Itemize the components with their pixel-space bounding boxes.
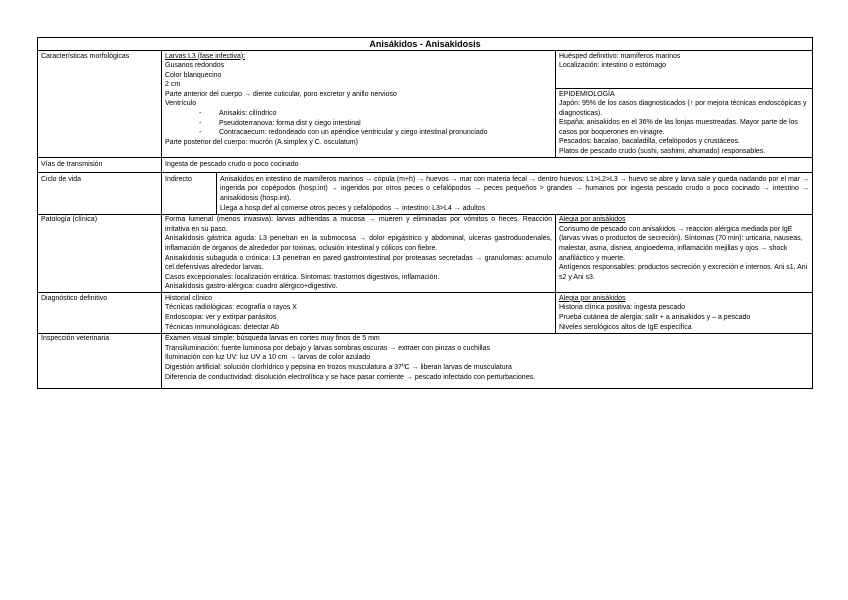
epi-para: España: anisakidos en el 36% de las lonjas muestreadas. Mayor parte de los casos por boquerones en vinagre. [559,119,798,136]
bullet-text: Anisakis: cilíndrico [219,110,277,118]
alergia-heading: Alegia por anisákidos [559,216,626,224]
diagnostico-left-cell [162,293,556,333]
larvas-heading: Larvas L3 (fase infectiva): [165,52,246,60]
row-inspeccion [38,333,813,388]
label-ciclo: Ciclo de vida [38,172,162,214]
epi-para: Pescados: bacalao, bacaladilla, cefalópodos y crustáceos. [559,138,740,146]
diag-alergia-line: Historia clínica positiva: ingesta pescado [559,304,686,312]
patologia-right-cell [556,214,813,293]
ciclo-type: Indirecto [162,172,217,214]
morf-line: Ventrículo [165,100,197,108]
patologia-para: Forma lumenal (menos invasiva): larvas adheridas a mucosa → mueren y eliminadas por vómitos o heces. Reacción irritativa en su paso. [165,216,552,233]
morf-line: Parte anterior del cuerpo → diente cuticular, poro excretor y anillo nervioso [165,90,397,98]
diag-line: Endoscopia: ver y extirpar parásitos [165,314,277,322]
alergia-diag-heading: Alegia por anisákidos [559,294,626,302]
diagnostico-right-cell [556,293,813,333]
diag-line: Historial clínico [165,294,213,302]
morfologia-larvas-cell [162,51,556,158]
insp-line: Digestión artificial: solución clorhídrico y pepsina en trozos musculatura a 37ºC → liberan larvas de musculatura [165,364,512,372]
transmision-text: Ingesta de pescado crudo o poco cocinado [162,158,813,173]
title-row [38,38,813,51]
label-diagnostico: Diagnóstico definitivo [38,293,162,333]
patologia-para: Anisakidosis gástrica aguda: L3 penetran en la submocosa → dolor epigástrico y abdominal, ulceras gastroduodenales, inflamación de órganos de alrededor por toxinas, oclusión intestinal y cólicos con fiebre. [165,235,552,252]
label-transmision: Vías de transmisión [38,158,162,173]
morf-line: Color blanquecino [165,71,222,79]
morf-line-last: Parte posterior del cuerpo: mucrón (A.simplex y C. osculatum) [165,138,358,146]
label-patologia: Patología (clínica) [38,214,162,293]
row-patologia [38,214,813,293]
patologia-para: Anisakidosis gastro-alérgica: cuadro alérgico+digestivo. [165,283,338,291]
label-morfologia: Características morfológicas [38,51,162,158]
label-inspeccion: Inspección veterinaria [38,333,162,388]
host-line: Huésped definitivo: mamíferos marinos [559,52,681,60]
anisakidos-table [37,37,813,389]
epidemiologia-cell [556,89,813,158]
bullet-text: Contracaecum: redondeado con un apéndice ventricular y ciego intestinal pronunciado [219,129,488,137]
ciclo-last: Llega a hosp.def al comerse otros peces y cefalópodos → intestino: L3>L4 → adultos [220,204,486,212]
row-ciclo [38,172,813,214]
diag-alergia-line: Prueba cutánea de alergia: salir + a anisakidos y – a pescado [559,314,751,322]
host-line: Localización: intestino o estómago [559,62,667,70]
morf-line: Gusanos redondos [165,62,225,70]
inspeccion-cell [162,333,813,388]
ventriculo-bullet: - Contracaecum: redondeado con un apéndice ventricular y ciego intestinal pronunciado [199,129,488,137]
alergia-para: Consumo de pescado con anisakidos → reaccion alérgica mediada por IgE (larvas vivas o productos de secreción). Síntomas (70 min): urticaria, nauseas, malestar, asma, disnea, angioedema, inflamación mejillas y ojos → shock anafiláctico y muerte. [559,225,803,262]
ciclo-text: Anisakidos en intestino de mamíferos marinos → cópula (m+h) → huevos → mar con materia fecal → dentro huevos: L1>L2>L3 → huevo se abre y larva sale y queda nadando por el mar → ingerida por copépodos (hosp.int) → ingeridos por otros peces o cefalópodos → peces pequeños > grandes → humanos por ingesta pescado crudo o poco cocinado → intestino → anisakidosis (hosp.int). [220,175,809,202]
epi-para: Japón: 95% de los casos diagnosticados (↑ por mejora técnicas endoscópicas y diagnosticas). [559,100,807,117]
diag-line: Técnicas inmunológicas: detectar Ab [165,323,280,331]
patologia-left-cell [162,214,556,293]
patologia-para: Casos excepcionales: localización errática. Síntomas: trastornos digestivos, inflamación. [165,273,440,281]
ciclo-text-cell [217,172,813,214]
epi-para: Platos de pescado crudo (sushi, sashimi, ahumado) responsables. [559,148,766,156]
row-morfologia [38,51,813,89]
insp-line: Transiluminación: fuente luminosa por debajo y larvas sombras oscuras → extraer con pinzas o cuchillas [165,344,491,352]
row-diagnostico [38,293,813,333]
host-cell [556,51,813,89]
patologia-para: Anisakidosis subaguda o crónica: L3 penetran en pared gastrointestinal por proteasas secretadas → granulomas: acumulo cel.defensivas alrededor larvas. [165,254,552,272]
insp-line: Examen visual simple: búsqueda larvas en cortes muy finos de 5 mm [165,335,380,343]
morf-line: 2 cm [165,81,181,89]
epi-heading: EPIDEMIOLOGÍA [559,90,615,98]
table-title: Anisákidos - Anisakidosis [38,38,813,51]
row-transmision [38,158,813,173]
insp-line: Diferencia de conductividad: disolución electrolítica y se hace pasar corriente → pescado infectado con perturbaciones. [165,373,536,381]
ventriculo-bullet: - Anisakis: cilíndrico [199,110,277,118]
alergia-para: Antígenos responsables: productos secreción y excreción e internos. Ani s1, Ani s2 y Ani s3. [559,264,808,281]
ventriculo-bullet: - Pseudoterranova: forma dist y ciego intestinal [199,119,361,127]
insp-line: Iluminación con luz UV: luz UV a 10 cm → larvas de color azulado [165,354,371,362]
diag-alergia-line: Niveles serológicos altos de IgE específica [559,323,692,331]
bullet-text: Pseudoterranova: forma dist y ciego intestinal [219,119,361,127]
diag-line: Técnicas radiológicas: ecografía o rayos X [165,304,297,312]
